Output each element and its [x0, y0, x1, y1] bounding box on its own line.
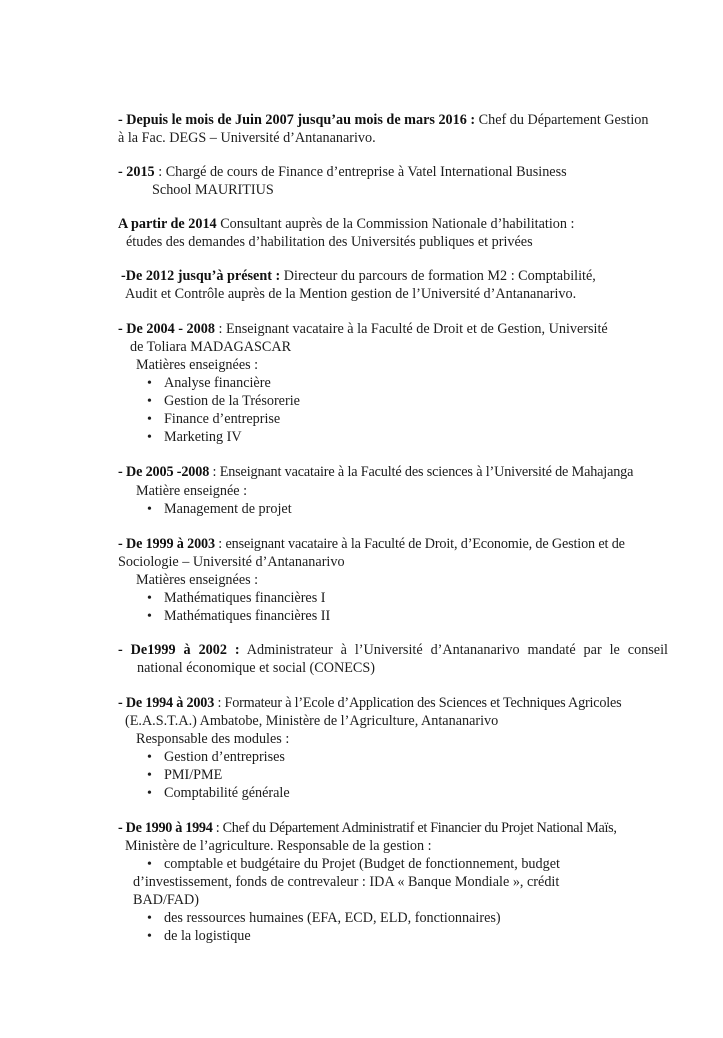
- entry-continuation: de Toliara MADAGASCAR: [130, 339, 292, 355]
- entry-heading: - De 1990 à 1994 : Chef du Département Administratif et Financier du Projet National Maïs,: [118, 820, 617, 836]
- entry-heading: - Depuis le mois de Juin 2007 jusqu’au mois de mars 2016 : Chef du Département Gestion: [118, 112, 649, 128]
- list-item: • Finance d’entreprise: [164, 411, 280, 428]
- entry-continuation: (E.A.S.T.A.) Ambatobe, Ministère de l’Agriculture, Antananarivo: [125, 713, 499, 729]
- entry-heading: - De 2004 - 2008 : Enseignant vacataire à la Faculté de Droit et de Gestion, Université: [118, 321, 608, 337]
- subjects-label: Matières enseignées :: [136, 572, 259, 588]
- subjects-label: Matières enseignées :: [136, 357, 259, 373]
- entry-heading: A partir de 2014 Consultant auprès de la Commission Nationale d’habilitation :: [118, 216, 575, 232]
- list-item: • Marketing IV: [164, 429, 242, 446]
- subjects-label: Responsable des modules :: [136, 731, 290, 747]
- list-item: • des ressources humaines (EFA, ECD, ELD, fonctionnaires): [164, 910, 501, 927]
- entry-heading: -De 2012 jusqu’à présent : Directeur du parcours de formation M2 : Comptabilité,: [121, 268, 596, 284]
- entry-heading: - 2015 : Chargé de cours de Finance d’entreprise à Vatel International Business: [118, 164, 567, 180]
- list-item: • Gestion de la Trésorerie: [164, 393, 300, 410]
- list-item: • Analyse financière: [164, 375, 271, 392]
- subjects-label: Matière enseignée :: [136, 483, 248, 499]
- entry-continuation: School MAURITIUS: [152, 182, 274, 198]
- entry-heading: - De1999 à 2002 : Administrateur à l’Université d’Antananarivo mandaté par le conseil: [118, 642, 668, 658]
- list-item: • Mathématiques financières I: [164, 590, 326, 607]
- entry-continuation: Sociologie – Université d’Antananarivo: [118, 554, 345, 570]
- entry-heading: - De 1994 à 2003 : Formateur à l’Ecole d’Application des Sciences et Techniques Agricoles: [118, 695, 622, 711]
- entry-continuation: d’investissement, fonds de contrevaleur : IDA « Banque Mondiale », crédit: [133, 874, 560, 890]
- entry-continuation: national économique et social (CONECS): [137, 660, 375, 676]
- list-item: • comptable et budgétaire du Projet (Budget de fonctionnement, budget: [164, 856, 560, 873]
- entry-continuation: BAD/FAD): [133, 892, 199, 908]
- list-item: • de la logistique: [164, 928, 251, 945]
- entry-heading: - De 1999 à 2003 : enseignant vacataire à la Faculté de Droit, d’Economie, de Gestion et de: [118, 536, 625, 552]
- entry-heading: - De 2005 -2008 : Enseignant vacataire à la Faculté des sciences à l’Université de Mahajanga: [118, 464, 634, 480]
- entry-continuation: Ministère de l’agriculture. Responsable de la gestion :: [125, 838, 432, 854]
- entry-continuation: à la Fac. DEGS – Université d’Antananarivo.: [118, 130, 376, 146]
- list-item: • Management de projet: [164, 501, 292, 518]
- list-item: • Comptabilité générale: [164, 785, 290, 802]
- list-item: • PMI/PME: [164, 767, 222, 784]
- entry-continuation: études des demandes d’habilitation des Universités publiques et privées: [126, 234, 533, 250]
- list-item: • Mathématiques financières II: [164, 608, 330, 625]
- list-item: • Gestion d’entreprises: [164, 749, 285, 766]
- entry-continuation: Audit et Contrôle auprès de la Mention gestion de l’Université d’Antananarivo.: [125, 286, 577, 302]
